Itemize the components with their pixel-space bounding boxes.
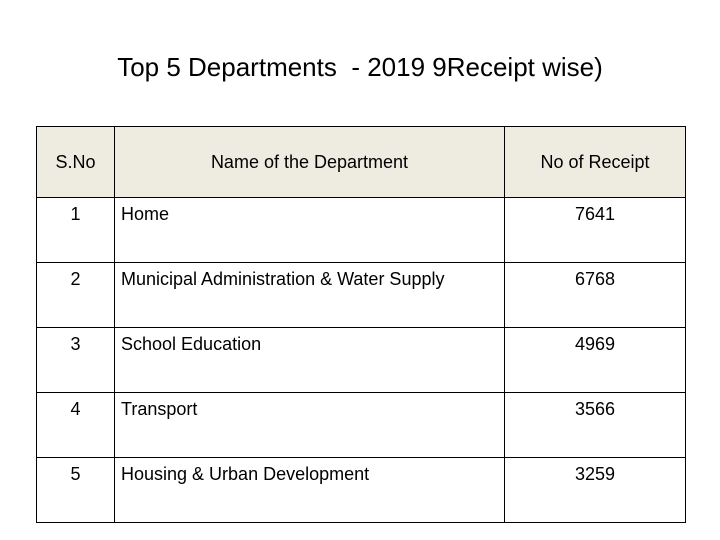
row-department-name: Home: [115, 198, 505, 263]
row-receipt-count: 7641: [505, 198, 686, 263]
column-header-receipt-count: No of Receipt: [505, 127, 686, 198]
row-department-name: School Education: [115, 328, 505, 393]
row-sno: 2: [37, 263, 115, 328]
column-header-sno: S.No: [37, 127, 115, 198]
table-row: [37, 198, 686, 263]
table-row: [37, 328, 686, 393]
row-department-name: Housing & Urban Development: [115, 458, 505, 523]
row-department-name: Transport: [115, 393, 505, 458]
row-sno: 3: [37, 328, 115, 393]
table-row: [37, 263, 686, 328]
row-sno: 5: [37, 458, 115, 523]
page-title: Top 5 Departments - 2019 9Receipt wise): [117, 52, 603, 82]
row-receipt-count: 3566: [505, 393, 686, 458]
table-row: [37, 458, 686, 523]
table-row: [37, 393, 686, 458]
row-department-name: Municipal Administration & Water Supply: [115, 263, 505, 328]
row-sno: 1: [37, 198, 115, 263]
row-receipt-count: 3259: [505, 458, 686, 523]
row-sno: 4: [37, 393, 115, 458]
table-header-row: [37, 127, 686, 198]
departments-table: [36, 126, 686, 523]
row-receipt-count: 6768: [505, 263, 686, 328]
row-receipt-count: 4969: [505, 328, 686, 393]
column-header-department-name: Name of the Department: [115, 127, 505, 198]
